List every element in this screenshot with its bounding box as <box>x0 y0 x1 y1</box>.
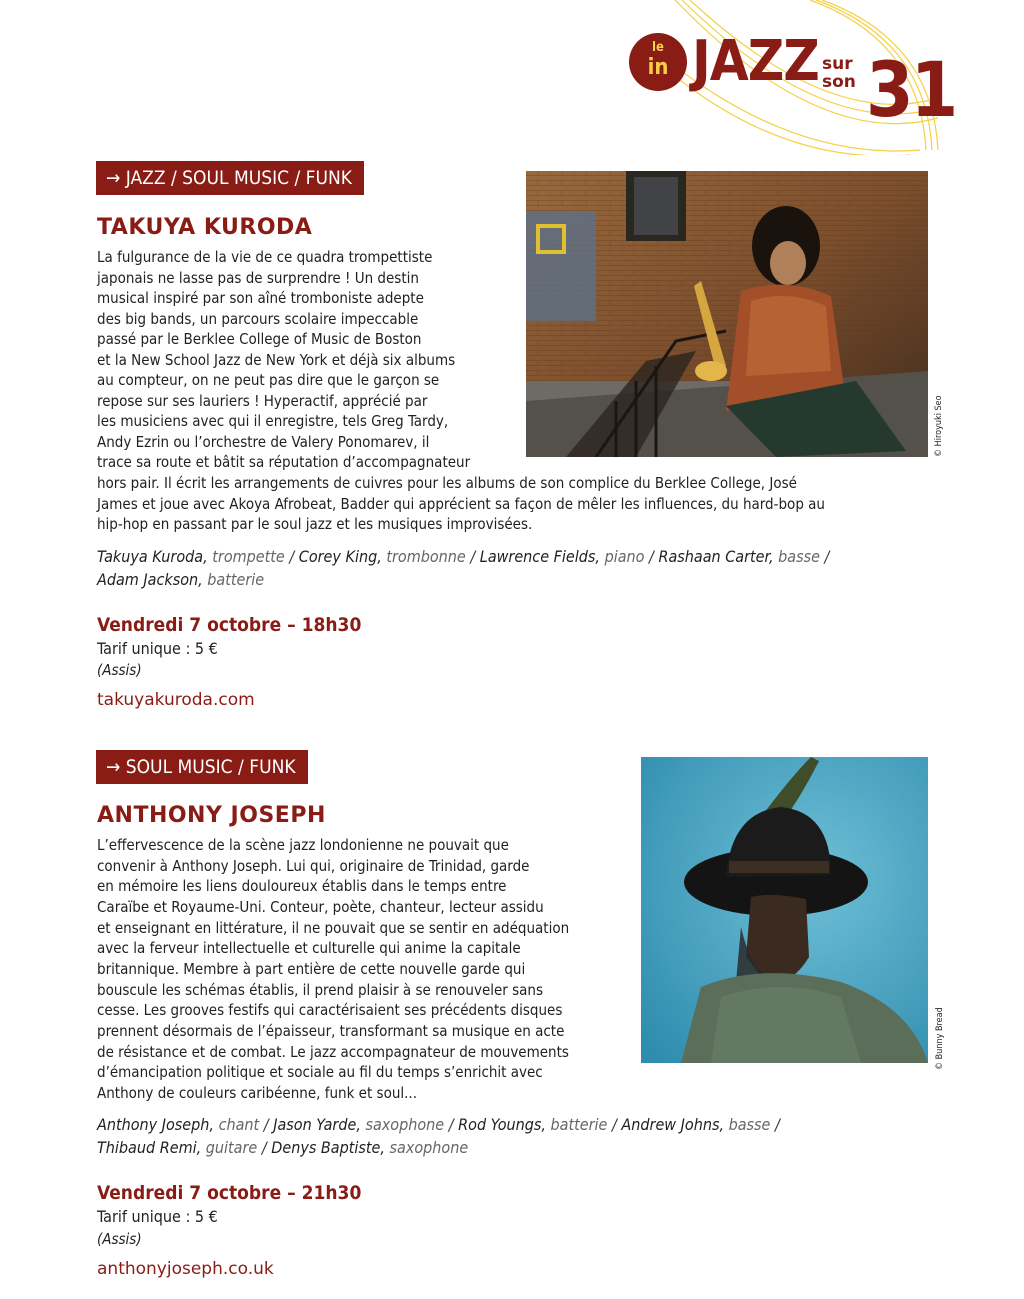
ticket-price: Tarif unique : 5 € <box>97 1207 218 1226</box>
separator: / <box>257 1138 272 1157</box>
musician-name: Rod Youngs, <box>458 1115 546 1134</box>
musician-role: trompette <box>207 547 285 566</box>
artist-name: TAKUYA KURODA <box>97 215 313 240</box>
bio-line: passé par le Berklee College of Music de Boston <box>97 330 422 348</box>
bio-line: les musiciens avec qui il enregistre, tels Greg Tardy, <box>97 412 449 430</box>
photo-credit: © Bunny Bread <box>935 1007 945 1070</box>
bio-line: au compteur, on ne peut pas dire que le garçon se <box>97 371 440 389</box>
separator: / <box>607 1115 622 1134</box>
bio-line: La fulgurance de la vie de ce quadra trompettiste <box>97 248 433 266</box>
logo-son-text: son <box>822 72 856 92</box>
musician-name: Rashaan Carter, <box>658 547 774 566</box>
lineup-line <box>97 569 264 591</box>
artist-website-link[interactable]: anthonyjoseph.co.uk <box>97 1259 274 1279</box>
bio-line: musical inspiré par son aîné tromboniste adepte <box>97 289 424 307</box>
man-in-hat-photo <box>641 757 928 1063</box>
bio-line: Anthony de couleurs caribéenne, funk et soul... <box>97 1084 417 1102</box>
musician-name: Thibaud Remi, <box>97 1138 202 1157</box>
ticket-price: Tarif unique : 5 € <box>97 639 218 658</box>
separator: / <box>259 1115 274 1134</box>
lineup-line <box>97 1114 780 1136</box>
musician-role: basse <box>724 1115 771 1134</box>
logo-sur-text: sur <box>822 54 853 74</box>
bio-line: trace sa route et bâtit sa réputation d’accompagnateur <box>97 453 471 471</box>
musician-name: Denys Baptiste, <box>271 1138 385 1157</box>
festival-logo <box>620 0 956 155</box>
musician-name: Corey King, <box>298 547 382 566</box>
concert-date: Vendredi 7 octobre – 18h30 <box>97 614 362 636</box>
separator: / <box>770 1115 780 1134</box>
bio-line: britannique. Membre à part entière de cette nouvelle garde qui <box>97 960 526 978</box>
musician-role: batterie <box>202 570 265 589</box>
genre-badge: → SOUL MUSIC / FUNK <box>96 750 308 784</box>
artist-website-link[interactable]: takuyakuroda.com <box>97 690 255 710</box>
logo-number: 31 <box>866 45 956 134</box>
bio-line: bouscule les schémas établis, il prend plaisir à se renouveler sans <box>97 981 544 999</box>
musician-name: Takuya Kuroda, <box>97 547 208 566</box>
separator: / <box>465 547 480 566</box>
bio-line: hors pair. Il écrit les arrangements de cuivres pour les albums de son complice du Berklee College, José <box>97 474 797 492</box>
concert-date: Vendredi 7 octobre – 21h30 <box>97 1182 362 1204</box>
musician-role: saxophone <box>384 1138 469 1157</box>
seating-info: (Assis) <box>97 1230 142 1248</box>
musician-role: piano <box>600 547 645 566</box>
musician-role: basse <box>773 547 820 566</box>
bio-line: James et joue avec Akoya Afrobeat, Badder qui apprécient sa façon de mêler les influences, du hard-bop au <box>97 495 825 513</box>
musician-name: Adam Jackson, <box>97 570 203 589</box>
musician-name: Andrew Johns, <box>621 1115 725 1134</box>
musician-name: Jason Yarde, <box>273 1115 361 1134</box>
trumpet-player-photo <box>526 171 928 457</box>
musician-role: batterie <box>545 1115 608 1134</box>
musician-name: Lawrence Fields, <box>479 547 600 566</box>
bio-line: de résistance et de combat. Le jazz accompagnateur de mouvements <box>97 1043 569 1061</box>
seating-info: (Assis) <box>97 661 142 679</box>
bio-line: et la New School Jazz de New York et déjà six albums <box>97 351 456 369</box>
separator: / <box>284 547 299 566</box>
logo-le-in-badge <box>629 33 687 91</box>
bio-line: des big bands, un parcours scolaire impeccable <box>97 310 419 328</box>
musician-role: chant <box>214 1115 260 1134</box>
bio-line: et enseignant en littérature, il ne pouvait que se sentir en adéquation <box>97 919 570 937</box>
artist-name: ANTHONY JOSEPH <box>97 803 326 828</box>
separator: / <box>444 1115 459 1134</box>
bio-line: avec la ferveur intellectuelle et culturelle qui anime la capitale <box>97 939 521 957</box>
musician-role: saxophone <box>360 1115 445 1134</box>
genre-badge: → JAZZ / SOUL MUSIC / FUNK <box>96 161 364 195</box>
musician-name: Anthony Joseph, <box>97 1115 214 1134</box>
lineup-line <box>97 546 829 568</box>
bio-line: Caraïbe et Royaume-Uni. Conteur, poète, chanteur, lecteur assidu <box>97 898 544 916</box>
bio-line: d’émancipation politique et sociale au fil du temps s’enrichit avec <box>97 1063 543 1081</box>
bio-line: hip-hop en passant par le soul jazz et les musiques improvisées. <box>97 515 533 533</box>
bio-line: en mémoire les liens douloureux établis dans le temps entre <box>97 877 507 895</box>
separator: / <box>644 547 659 566</box>
bio-line: L’effervescence de la scène jazz londonienne ne pouvait que <box>97 836 509 854</box>
musician-role: trombonne <box>381 547 466 566</box>
bio-line: japonais ne lasse pas de surprendre ! Un destin <box>97 269 419 287</box>
logo-in-text: in <box>647 55 669 80</box>
photo-credit: © Hiroyuki Seo <box>934 395 944 457</box>
logo-le-text: le <box>652 40 664 55</box>
logo-jazz-text: JAZZ <box>692 29 819 94</box>
bio-line: Andy Ezrin ou l’orchestre de Valery Ponomarev, il <box>97 433 430 451</box>
bio-line: repose sur ses lauriers ! Hyperactif, apprécié par <box>97 392 428 410</box>
bio-line: convenir à Anthony Joseph. Lui qui, originaire de Trinidad, garde <box>97 857 530 875</box>
separator: / <box>819 547 830 566</box>
bio-line: cesse. Les grooves festifs qui caractérisaient ses précédents disques <box>97 1001 563 1019</box>
musician-role: guitare <box>201 1138 258 1157</box>
bio-line: prennent désormais de l’épaisseur, transformant sa musique en acte <box>97 1022 565 1040</box>
lineup-line <box>97 1137 468 1159</box>
